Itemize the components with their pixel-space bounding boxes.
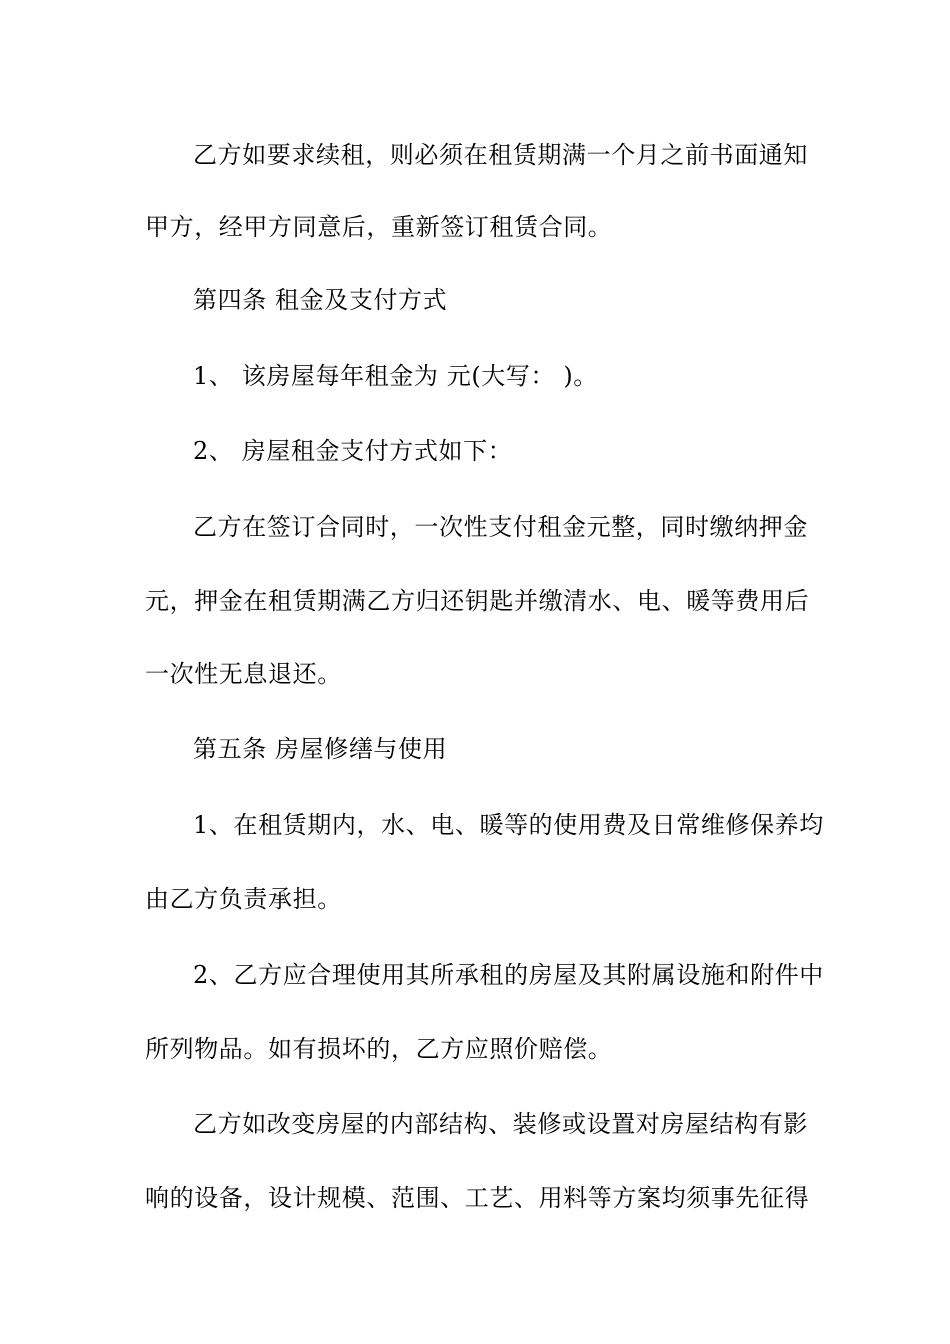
paragraph-deposit-line-1: 乙方在签订合同时，一次性支付租金元整，同时缴纳押金	[193, 513, 808, 541]
paragraph-renewal-line-1: 乙方如要求续租，则必须在租赁期满一个月之前书面通知	[193, 141, 808, 169]
paragraph-damage-line-2: 所列物品。如有损坏的，乙方应照价赔偿。	[145, 1035, 613, 1063]
article-four-heading: 第四条 租金及支付方式	[193, 286, 448, 314]
paragraph-maintenance-line-1: 1、在租赁期内，水、电、暖等的使用费及日常维修保养均	[193, 811, 824, 839]
paragraph-renewal-line-2: 甲方，经甲方同意后，重新签订租赁合同。	[145, 213, 613, 241]
paragraph-alteration-line-1: 乙方如改变房屋的内部结构、装修或设置对房屋结构有影	[193, 1110, 808, 1138]
paragraph-alteration-line-2: 响的设备，设计规模、范围、工艺、用料等方案均须事先征得	[145, 1184, 810, 1212]
paragraph-damage-line-1: 2、乙方应合理使用其所承租的房屋及其附属设施和附件中	[193, 961, 824, 989]
rent-amount-clause: 1、 该房屋每年租金为 元(大写： )。	[193, 362, 598, 390]
paragraph-deposit-line-2: 元，押金在租赁期满乙方归还钥匙并缴清水、电、暖等费用后	[145, 587, 810, 615]
paragraph-deposit-line-3: 一次性无息退还。	[145, 660, 342, 688]
payment-method-clause: 2、 房屋租金支付方式如下：	[193, 437, 513, 465]
article-five-heading: 第五条 房屋修缮与使用	[193, 735, 448, 763]
paragraph-maintenance-line-2: 由乙方负责承担。	[145, 885, 342, 913]
